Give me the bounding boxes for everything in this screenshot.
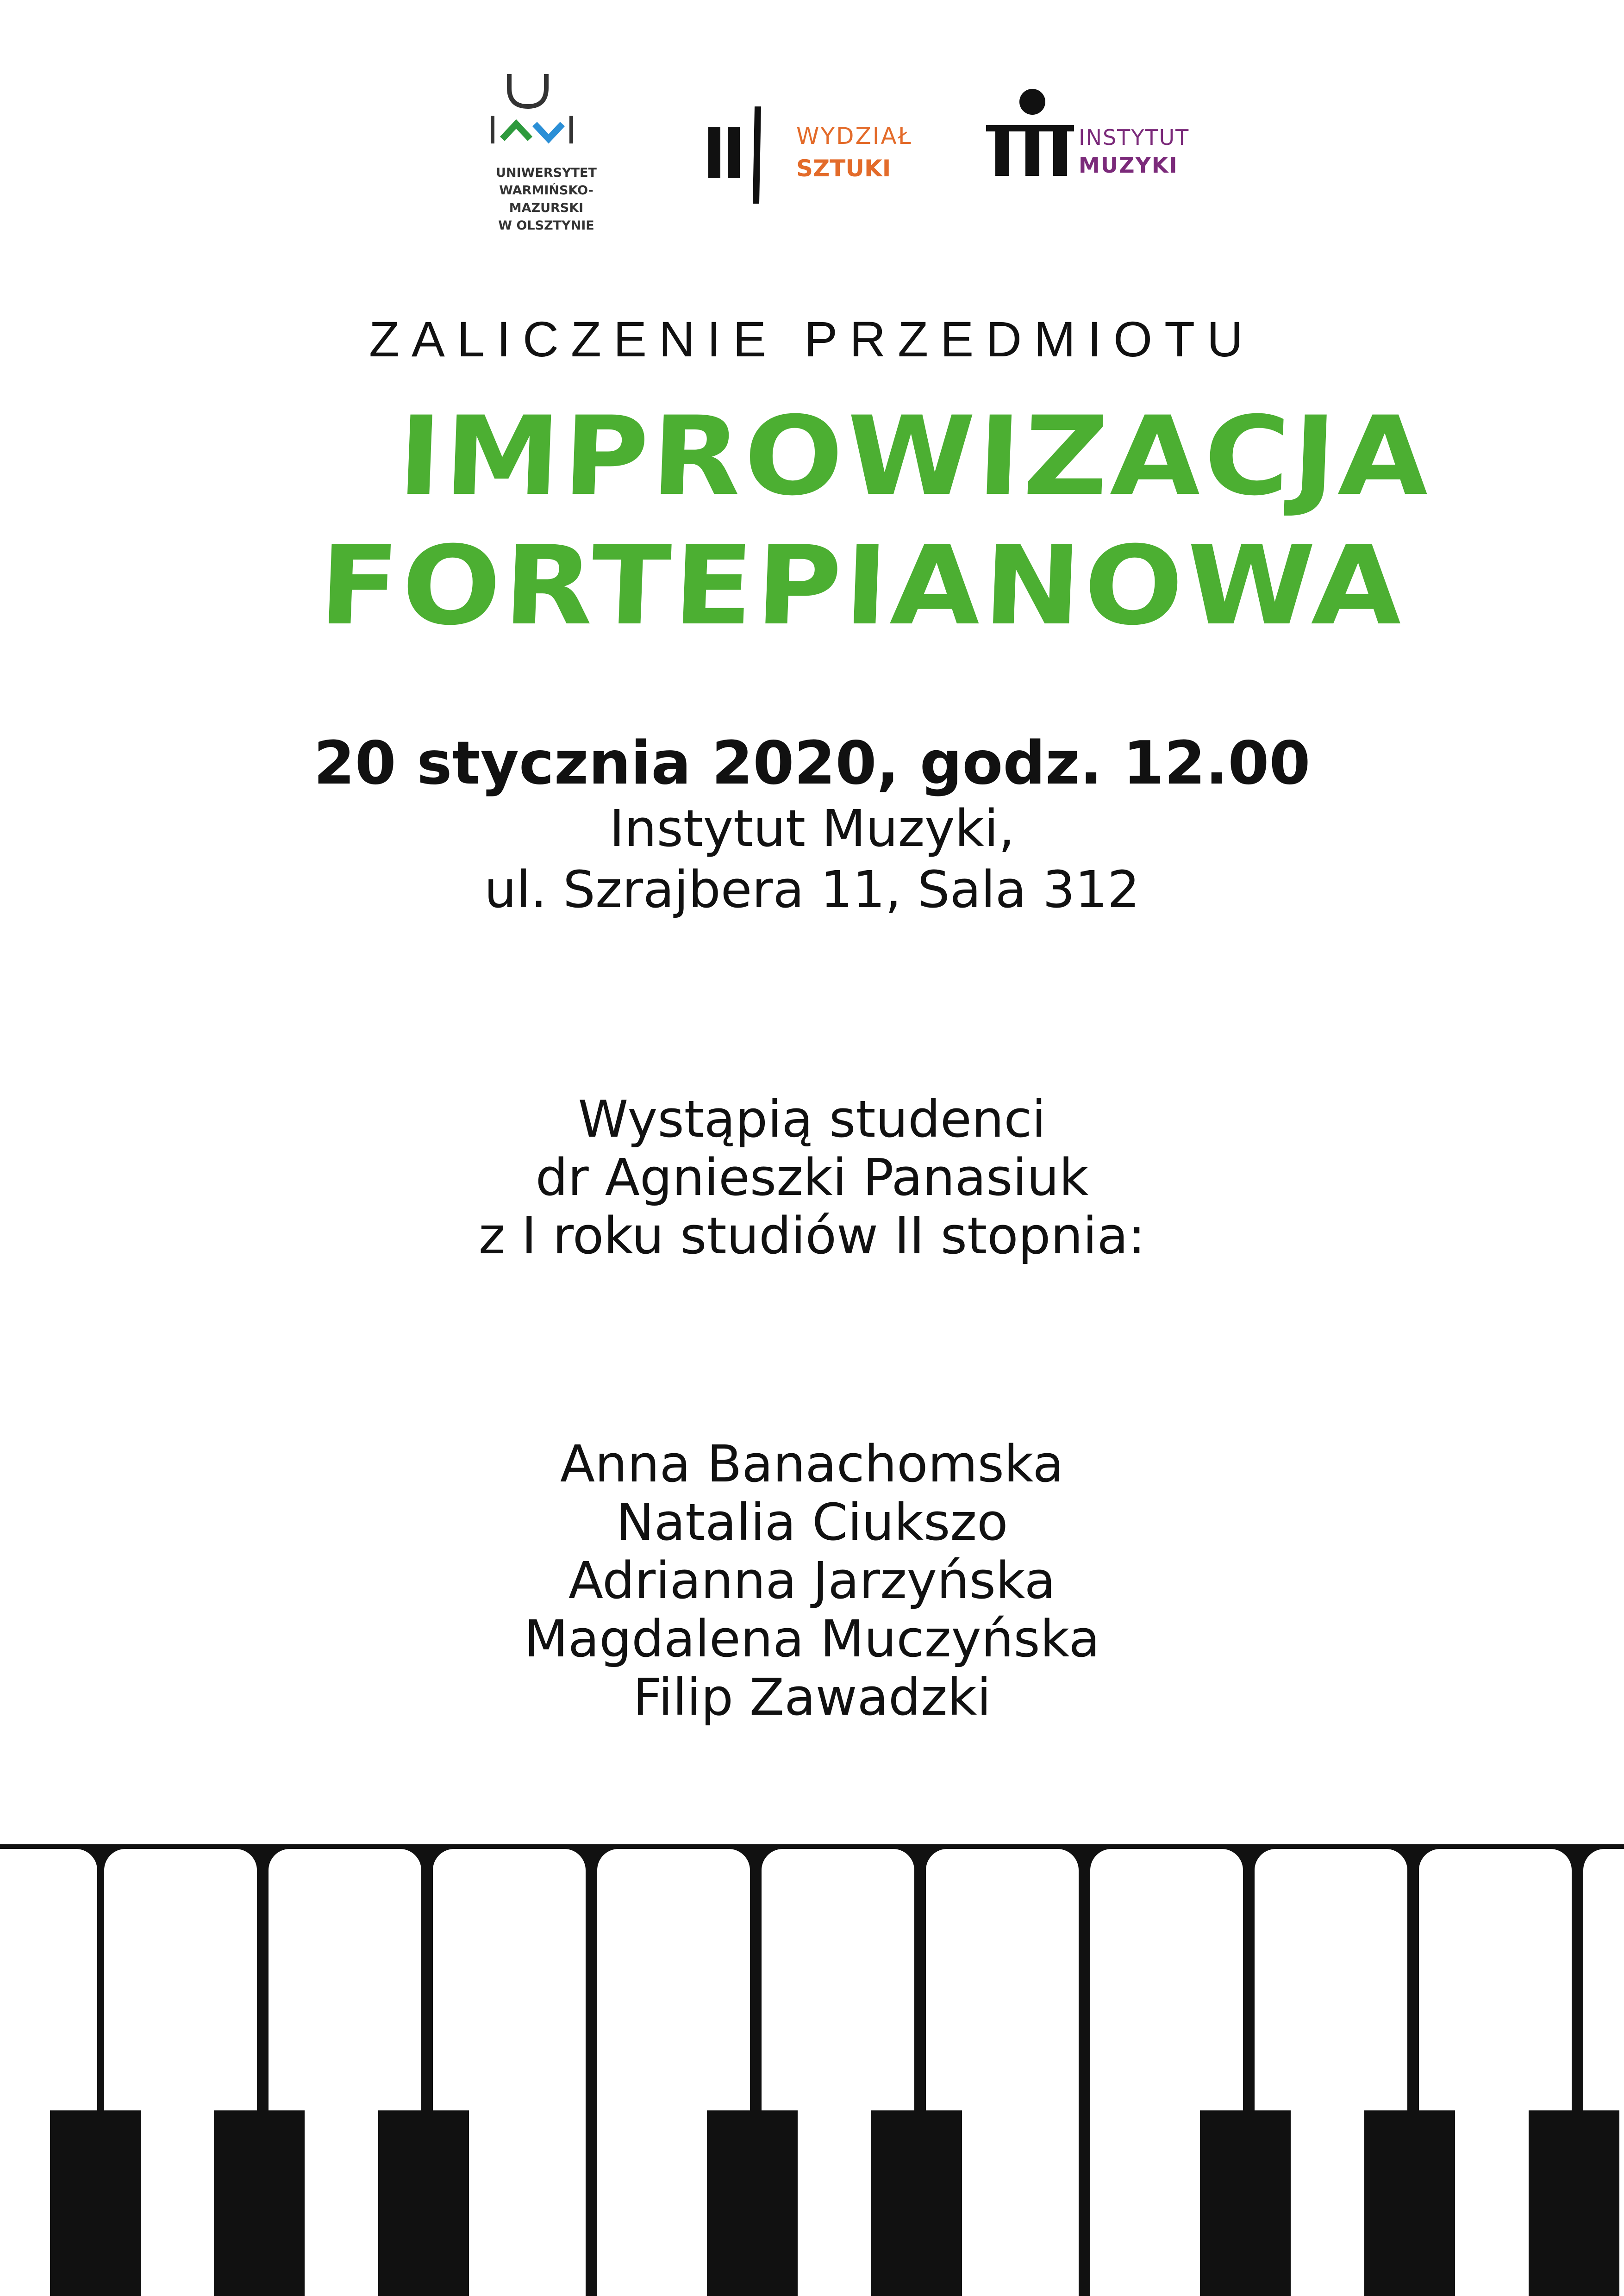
uwm-emblem-icon	[481, 69, 611, 162]
muzyki-label: MUZYKI	[1079, 153, 1178, 178]
performer-name: Natalia Ciukszo	[616, 1493, 1008, 1552]
performer-name: Filip Zawadzki	[633, 1668, 991, 1727]
performers-intro-line-2: dr Agnieszki Panasiuk	[535, 1148, 1089, 1207]
event-place-line-1: Instytut Muzyki,	[609, 799, 1015, 858]
wydzial-label: WYDZIAŁ	[796, 123, 912, 149]
black-key	[1364, 2110, 1455, 2296]
uwm-line-3: W OLSZTYNIE	[498, 218, 594, 233]
black-key	[378, 2110, 469, 2296]
performer-name: Magdalena Muczyńska	[524, 1609, 1100, 1668]
title-line-2: FORTEPIANOWA	[317, 523, 1408, 649]
instytut-label: INSTYTUT	[1079, 125, 1190, 150]
instytut-mark-icon	[977, 86, 1079, 197]
uwm-name	[463, 164, 630, 235]
subtitle: ZALICZENIE PRZEDMIOTU	[369, 311, 1255, 367]
instytut-muzyki-logo	[977, 86, 1208, 197]
event-place-line-2: ul. Szrajbera 11, Sala 312	[484, 860, 1140, 919]
performers-intro-line-1: Wystąpią studenci	[578, 1089, 1046, 1149]
wydzial-mark-icon	[704, 97, 792, 208]
performers-intro-line-3: z I roku studiów II stopnia:	[478, 1206, 1146, 1265]
sztuki-label: SZTUKI	[796, 155, 891, 182]
black-key	[1200, 2110, 1291, 2296]
black-key	[50, 2110, 141, 2296]
wydzial-sztuki-logo	[704, 97, 944, 208]
black-key	[871, 2110, 962, 2296]
black-key	[1529, 2110, 1619, 2296]
performer-name: Adrianna Jarzyńska	[568, 1551, 1056, 1610]
black-key	[707, 2110, 798, 2296]
title-line-1: IMPROWIZACJA	[395, 393, 1435, 520]
black-key	[214, 2110, 305, 2296]
uwm-logo	[481, 69, 611, 233]
performer-name: Anna Banachomska	[560, 1434, 1064, 1493]
uwm-line-1: UNIWERSYTET	[496, 166, 597, 180]
event-date: 20 stycznia 2020, godz. 12.00	[313, 729, 1311, 798]
uwm-line-2: WARMIŃSKO-MAZURSKI	[499, 183, 593, 215]
